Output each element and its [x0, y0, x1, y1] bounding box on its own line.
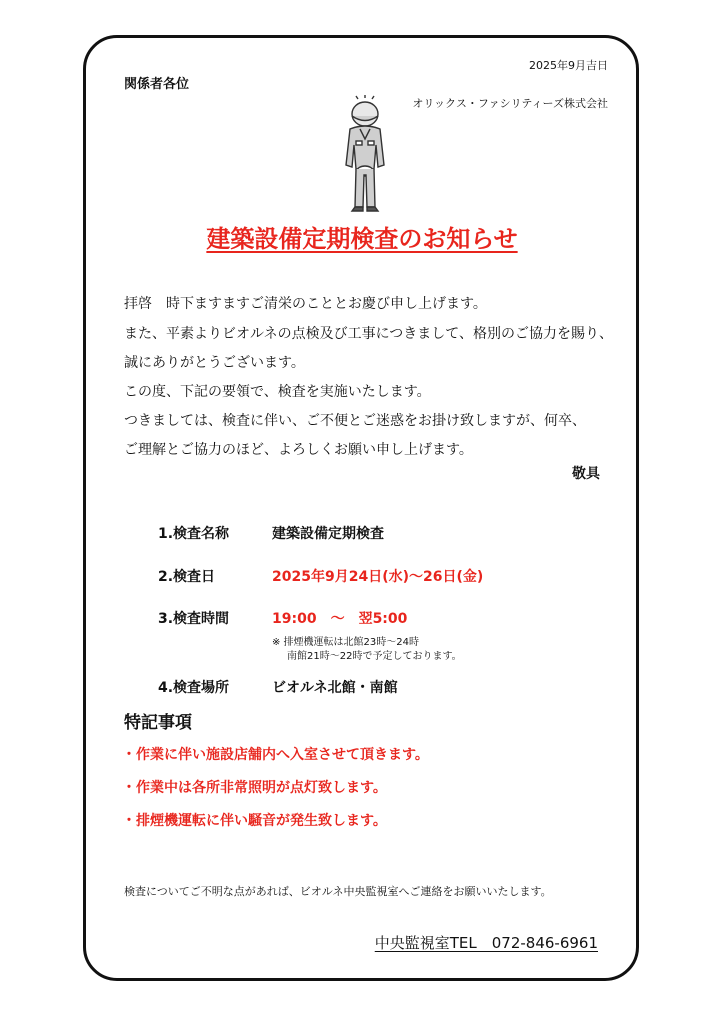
item-label-date: 2.検査日 — [158, 569, 216, 585]
special-note-item: ・作業に伴い施設店舗内へ入室させて頂きます。 — [122, 747, 429, 763]
item-value-time: 19:00 ～ 翌5:00 — [272, 611, 408, 627]
item-label-name: 1.検査名称 — [158, 526, 230, 542]
special-note-item: ・排煙機運転に伴い騒音が発生致します。 — [122, 813, 387, 829]
item-value-name: 建築設備定期検査 — [272, 526, 384, 542]
item-label-time: 3.検査時間 — [158, 611, 230, 627]
item-value-place: ビオルネ北館・南館 — [272, 680, 398, 696]
contact-phone: 中央監視室TEL 072-846-6961 — [374, 934, 598, 952]
item-value-date: 2025年9月24日(水)～26日(金) — [272, 569, 484, 585]
notice-title: 建築設備定期検査のお知らせ — [206, 225, 518, 253]
greeting-line: つきましては、検査に伴い、ご不便とご迷惑をお掛け致しますが、何卒、 — [124, 413, 586, 429]
closing-word: 敬具 — [572, 466, 600, 482]
item-label-place: 4.検査場所 — [158, 680, 230, 696]
greeting-line: 誠にありがとうございます。 — [124, 355, 305, 371]
greeting-line: この度、下記の要領で、検査を実施いたします。 — [124, 384, 431, 400]
greeting-line: また、平素よりビオルネの点検及び工事につきまして、格別のご協力を賜り、 — [124, 326, 614, 342]
time-note-line: 南館21時～22時で予定しております。 — [287, 651, 462, 662]
greeting-line: ご理解とご協力のほど、よろしくお願い申し上げます。 — [124, 442, 473, 458]
issue-date: 2025年9月吉日 — [529, 59, 608, 72]
bowing-worker-illustration — [334, 95, 396, 217]
company-name: オリックス・ファシリティーズ株式会社 — [412, 97, 608, 110]
inquiry-note: 検査についてご不明な点があれば、ビオルネ中央監視室へご連絡をお願いいたします。 — [124, 885, 552, 898]
greeting-line: 拝啓 時下ますますご清栄のこととお慶び申し上げます。 — [124, 296, 487, 312]
special-note-item: ・作業中は各所非常照明が点灯致します。 — [122, 780, 387, 796]
special-notes-heading: 特記事項 — [124, 713, 192, 733]
time-note-line: ※ 排煙機運転は北館23時～24時 — [272, 637, 420, 648]
addressee: 関係者各位 — [124, 77, 190, 92]
